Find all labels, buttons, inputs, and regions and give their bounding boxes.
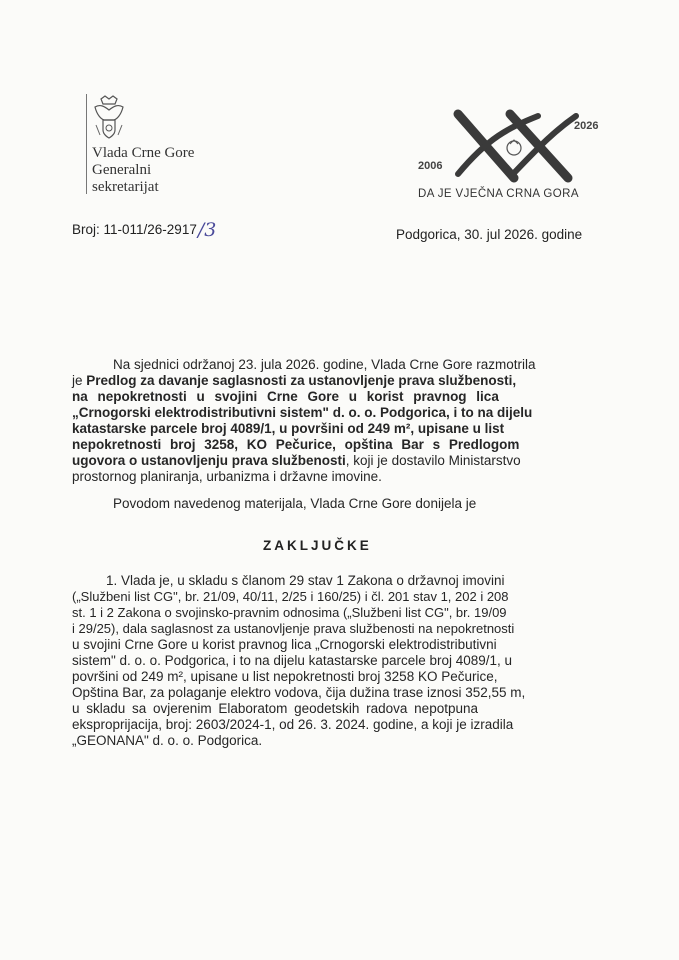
intro-text-bold: Predlog za davanje saglasnosti za ustanovljenje prava službenosti, bbox=[86, 373, 517, 388]
jubilee-year-start: 2006 bbox=[418, 160, 443, 172]
conclusion-line: 1. Vlada je, u skladu s članom 29 stav 1 Zakona o državnoj imovini bbox=[106, 573, 505, 588]
conclusion-line: u skladu sa ovjerenim Elaboratom geodetskih radova nepotpuna bbox=[72, 701, 478, 716]
organization-name bbox=[92, 145, 194, 196]
conclusion-line: st. 1 i 2 Zakona o svojinsko-pravnim odnosima („Službeni list CG", br. 19/09 bbox=[72, 605, 507, 620]
conclusion-line: („Službeni list CG", br. 21/09, 40/11, 2/25 i 160/25) i čl. 201 stav 1, 202 i 208 bbox=[72, 589, 509, 604]
jubilee-year-end: 2026 bbox=[574, 120, 599, 132]
intro-line: katastarske parcele broj 4089/1, u površini od 249 m², upisane u list bbox=[72, 421, 505, 436]
intro-text-normal: je bbox=[72, 373, 87, 388]
conclusion-line: „GEONANA" d. o. o. Podgorica. bbox=[72, 733, 263, 748]
conclusion-line: i 29/25), dala saglasnost za ustanovljenje prava službenosti na nepokretnosti bbox=[72, 621, 515, 636]
conclusion-line: u svojini Crne Gore u korist pravnog lica „Crnogorski elektrodistributivni bbox=[72, 637, 497, 652]
intro-line: nepokretnosti broj 3258, KO Pečurice, opština Bar s Predlogom bbox=[72, 437, 520, 452]
intro-text-normal: , koji je dostavilo Ministarstvo bbox=[345, 453, 521, 468]
header-divider bbox=[86, 94, 87, 194]
intro-text-bold: ugovora o ustanovljenju prava službenosti bbox=[72, 453, 346, 468]
conclusion-line: sistem" d. o. o. Podgorica, i to na dijelu katastarske parcele broj 4089/1, u bbox=[72, 653, 513, 668]
org-line: Generalni bbox=[92, 162, 152, 178]
place-and-date: Podgorica, 30. jul 2026. godine bbox=[396, 227, 583, 242]
intro-line: prostornog planiranja, urbanizma i državne imovine. bbox=[72, 469, 382, 484]
handwritten-number: /3 bbox=[197, 219, 217, 241]
povodom-line: Povodom navedenog materijala, Vlada Crne Gore donijela je bbox=[113, 496, 477, 511]
org-line: sekretarijat bbox=[92, 179, 159, 195]
jubilee-logo bbox=[418, 108, 613, 198]
jubilee-motto: DA JE VJEČNA CRNA GORA bbox=[418, 188, 579, 200]
org-line: Vlada Crne Gore bbox=[92, 145, 195, 161]
document-number bbox=[72, 217, 216, 239]
section-heading: ZAKLJUČKE bbox=[263, 538, 372, 553]
intro-line bbox=[72, 373, 516, 389]
document-number-label: Broj: 11-011/26-2917 bbox=[72, 222, 197, 237]
intro-line: Na sjednici održanoj 23. jula 2026. godine, Vlada Crne Gore razmotrila bbox=[113, 357, 536, 372]
intro-line: „Crnogorski elektrodistributivni sistem" d. o. o. Podgorica, i to na dijelu bbox=[72, 405, 533, 420]
conclusion-line: Opština Bar, za polaganje elektro vodova, čija dužina trase iznosi 352,55 m, bbox=[72, 685, 526, 700]
conclusion-line: eksproprijacija, broj: 2603/2024-1, od 26. 3. 2024. godine, a koji je izradila bbox=[72, 717, 514, 732]
montenegro-coat-of-arms-icon bbox=[92, 95, 126, 141]
conclusion-line: površini od 249 m², upisane u list nepokretnosti broj 3258 KO Pečurice, bbox=[72, 669, 498, 684]
intro-line bbox=[72, 453, 521, 469]
intro-line: na nepokretnosti u svojini Crne Gore u korist pravnog lica bbox=[72, 389, 499, 404]
